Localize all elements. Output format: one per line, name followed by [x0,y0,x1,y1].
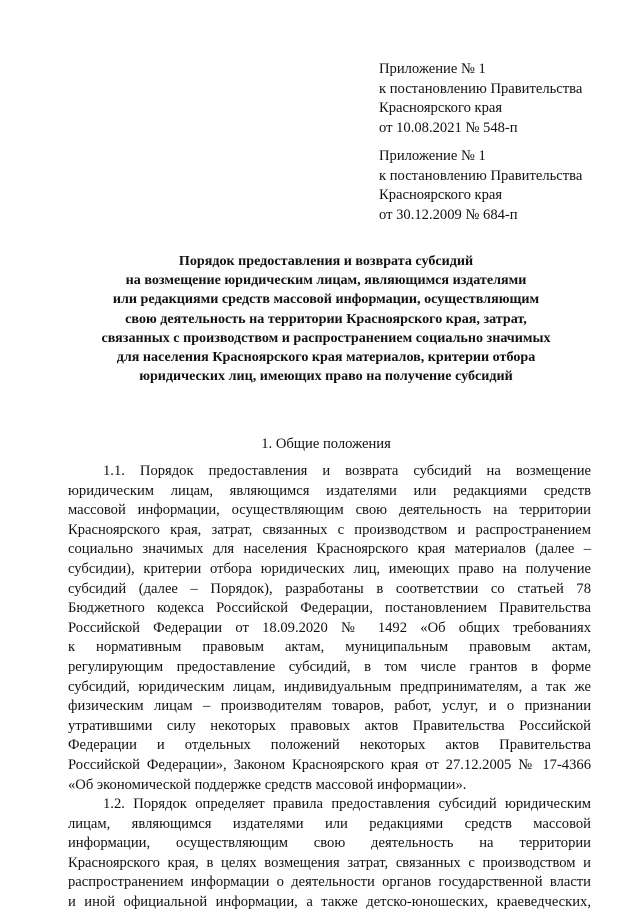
appendix-line: Красноярского края [379,100,503,116]
paragraph-line: лицам, являющимся издателями или редакциями средств массовой [68,815,591,832]
paragraph-line: Бюджетного кодекса Российской Федерации, постановлением Правительства [68,600,591,617]
appendix-line: к постановлению Правительства [379,80,583,97]
appendix-line: Приложение № 1 [379,148,486,164]
paragraph-line: к нормативным правовым актам, муниципальным правовым актам, [68,639,591,656]
paragraph-line: Российской Федерации», Законом Красноярского края от 27.12.2005 № 17-4366 [68,756,591,773]
paragraph-line: «Об экономической поддержке средств массовой информации». [68,776,467,793]
appendix-note-current [379,60,582,138]
appendix-line: Приложение № 1 [379,61,486,77]
document-body [68,462,591,913]
appendix-line: от 30.12.2009 № 684-п [379,206,518,223]
paragraph-line: и иной официальной информации, а также детско-юношеских, краеведческих, [68,894,591,911]
appendix-line: к постановлению Правительства [379,167,583,184]
paragraph-1-1 [68,462,591,795]
section-heading: 1. Общие положения [261,436,391,452]
document-title [60,252,592,386]
title-line: или редакциями средств массовой информации, осуществляющим [112,291,540,308]
appendix-note-original [379,147,582,225]
paragraph-line: 1.1. Порядок предоставления и возврата субсидий на возмещение [103,463,591,479]
paragraph-line: Красноярского края, в целях возмещения затрат, связанных с производством и [68,854,591,871]
paragraph-line: юридическим лицам, являющимся издателями или редакциями средств [68,482,591,499]
paragraph-line: регулирующим предоставление субсидий, в том числе грантов в форме [68,658,591,675]
paragraph-line: массовой информации, осуществляющим свою деятельность на территории [68,502,591,519]
paragraph-line: физическим лицам – производителям товаров, работ, услуг, и о признании [68,698,591,715]
title-line: юридических лиц, имеющих право на получение субсидий [139,368,513,385]
paragraph-line: субсидий, юридическим лицам, индивидуальным предпринимателям, а так же [68,678,591,695]
appendix-line: Красноярского края [379,187,503,203]
paragraph-line: распространением информации о деятельности органов государственной власти [68,874,591,891]
title-line: связанных с производством и распространением социально значимых [101,329,551,346]
paragraph-line: социально значимых для населения Красноярского края материалов (далее – [68,541,591,558]
paragraph-line: Российской Федерации от 18.09.2020 № 1492 «Об общих требованиях [68,619,591,636]
paragraph-line: субсидии), критерии отбора юридических лиц, имеющих право на получение [68,560,591,577]
paragraph-line: информации, осуществляющим свою деятельность на территории [68,835,591,852]
title-line: для населения Красноярского края материалов, критерии отбора [116,349,536,366]
paragraph-line: Красноярского края, затрат, связанных с производством и распространением [68,521,591,538]
paragraph-line: 1.2. Порядок определяет правила предоставления субсидий юридическим [103,796,591,813]
title-line: на возмещение юридическим лицам, являющимся издателями [125,272,527,289]
title-line: Порядок предоставления и возврата субсидий [178,253,474,269]
paragraph-line: Федерации и отдельных положений некоторых актов Правительства [68,737,591,754]
title-line: свою деятельность на территории Красноярского края, затрат, [125,310,527,327]
paragraph-line: утратившими силу некоторых правовых актов Правительства Российской [68,717,591,734]
paragraph-line: субсидий (далее – Порядок), разработаны в соответствии со статьей 78 [68,580,591,597]
paragraph-1-2 [68,795,591,913]
appendix-line: от 10.08.2021 № 548-п [379,119,518,136]
